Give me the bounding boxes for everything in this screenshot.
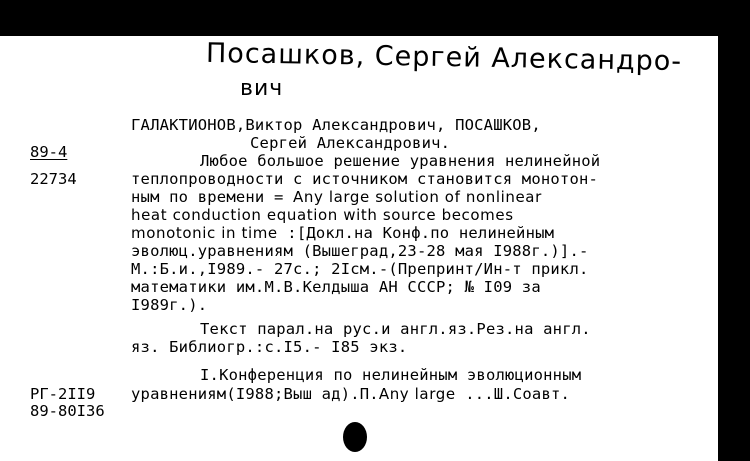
entry-line-6-handwritten: heat conduction equation with source becomes [131, 206, 514, 224]
entry-line-5 [131, 188, 542, 206]
entry-line-13: яз. Библиогр.:с.I5.- I85 экз. [131, 338, 408, 356]
entry-line-2: Сергей Александрович. [250, 134, 451, 152]
entry-line-1: ГАЛАКТИОНОВ,Виктор Александрович, ПОСАШКОВ, [131, 116, 541, 134]
accession-number-top: 22734 [30, 170, 77, 188]
entry-line-10: математики им.М.В.Келдыша АН СССР; № I09 за [131, 278, 541, 296]
scan-border [718, 0, 750, 461]
accession-number-bottom: 89-80I36 [30, 402, 105, 420]
entry-line-11: I989г.). [131, 296, 208, 314]
entry-line-15-typed: уравнениям(I988;Выш ад).П. [131, 385, 379, 403]
entry-line-5-handwritten: Any large solution of nonlinear [293, 188, 542, 206]
catalog-card [0, 36, 718, 461]
entry-line-5-typed: ным по времени = [131, 188, 294, 206]
entry-line-9: М.:Б.и.,I989.- 27с.; 2Iсм.-(Препринт/Ин-т прикл. [131, 260, 589, 278]
call-number-bottom: РГ-2II9 [30, 385, 96, 403]
entry-line-15-tail: ...Ш.Соавт. [455, 385, 571, 403]
ink-blot [343, 422, 367, 452]
entry-line-12: Текст парал.на рус.и англ.яз.Рез.на англ. [200, 320, 591, 338]
entry-line-15-handwritten: Any large [378, 385, 456, 403]
handwritten-author-line-1: Посашков, Сергей Александро- [205, 37, 683, 78]
entry-line-7 [131, 224, 554, 242]
entry-line-7-typed: :[Докл.на Конф.по нелинейным [277, 224, 555, 242]
entry-line-4: теплопроводности с источником становится монотон- [131, 170, 599, 188]
entry-line-15 [131, 385, 570, 403]
call-number-top: 89-4 [30, 143, 68, 161]
entry-line-8: эволюц.уравнениям (Вышеград,23-28 мая I988г.)].- [131, 242, 589, 260]
entry-line-14: I.Конференция по нелинейным эволюционным [200, 366, 582, 384]
entry-line-3: Любое большое решение уравнения нелинейной [200, 152, 601, 170]
entry-line-7-handwritten: monotonic in time [131, 224, 278, 242]
handwritten-author-line-2: вич [240, 76, 284, 101]
